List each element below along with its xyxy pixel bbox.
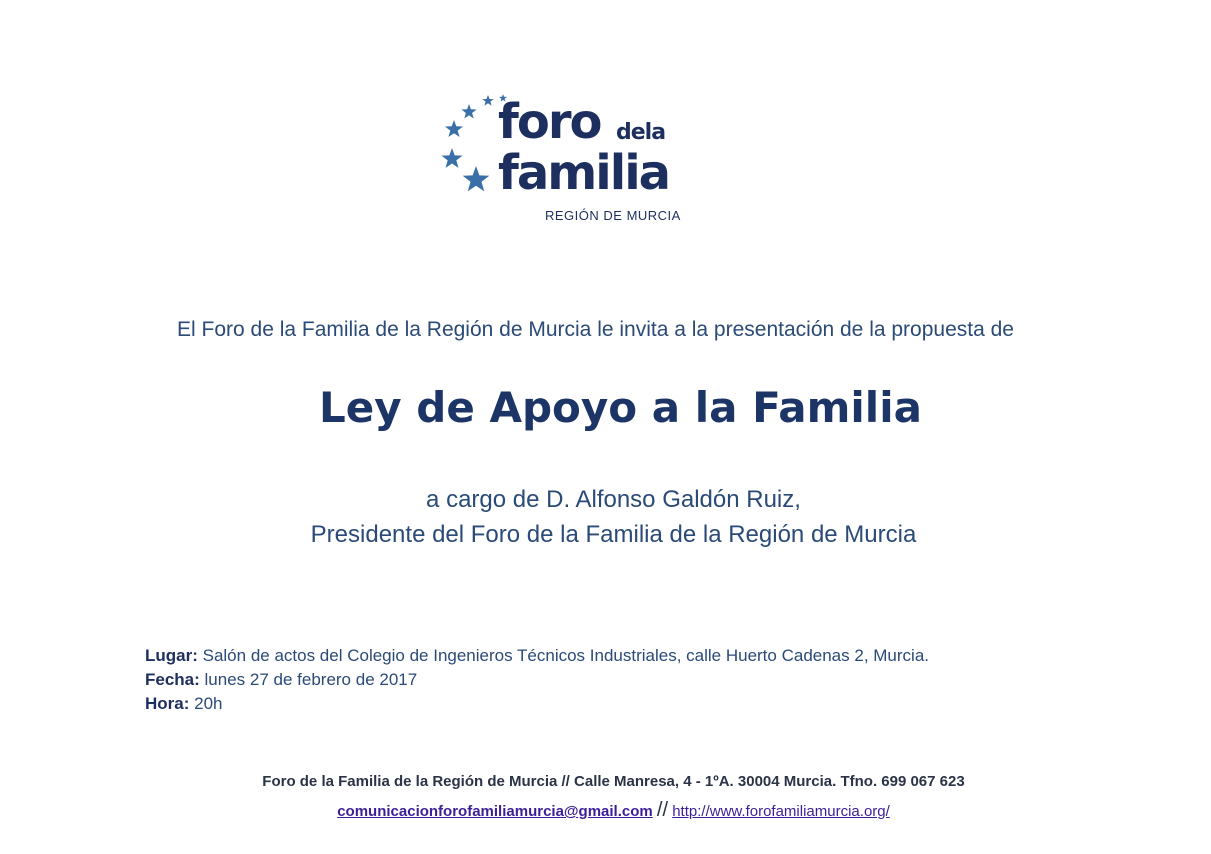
- fecha-value: lunes 27 de febrero de 2017: [199, 670, 418, 689]
- footer-links: [0, 796, 1211, 826]
- speaker: [0, 482, 1211, 552]
- star-icon: [482, 95, 493, 106]
- lugar-label: Lugar:: [145, 646, 198, 665]
- footer-org: Foro de la Familia de la Región de Murcia // Calle Manresa, 4 - 1ºA. 30004 Murcia. Tfno. 699 067 623: [262, 773, 965, 790]
- star-icon: [442, 148, 463, 168]
- website-link[interactable]: http://www.forofamiliamurcia.org/: [672, 803, 890, 820]
- detail-lugar: [145, 644, 929, 668]
- footer: [0, 768, 1211, 826]
- detail-hora: [145, 692, 929, 716]
- speaker-line-1: a cargo de D. Alfonso Galdón Ruiz,: [426, 486, 801, 513]
- event-details: [145, 644, 929, 716]
- page-title: Ley de Apoyo a la Familia: [319, 383, 922, 432]
- star-icon: [461, 104, 476, 119]
- intro-text: El Foro de la Familia de la Región de Murcia le invita a la presentación de la propuesta de: [177, 318, 1014, 341]
- speaker-line-2: Presidente del Foro de la Familia de la Región de Murcia: [310, 521, 917, 548]
- star-icon: [463, 166, 490, 191]
- logo-region: REGIÓN DE MURCIA: [545, 208, 681, 223]
- lugar-value: Salón de actos del Colegio de Ingenieros Técnicos Industriales, calle Huerto Cadenas 2, Murcia.: [197, 646, 929, 665]
- email-link[interactable]: comunicacionforofamiliamurcia@gmail.com: [337, 803, 653, 820]
- logo-familia: familia: [498, 145, 670, 201]
- logo-foro: foro: [498, 94, 601, 150]
- logo-dela: dela: [616, 120, 666, 145]
- footer-separator: //: [656, 799, 669, 821]
- hora-label: Hora:: [145, 694, 190, 713]
- star-icon: [445, 120, 463, 137]
- hora-value: 20h: [189, 694, 223, 713]
- detail-fecha: [145, 668, 929, 692]
- fecha-label: Fecha:: [145, 670, 200, 689]
- logo: [436, 92, 706, 232]
